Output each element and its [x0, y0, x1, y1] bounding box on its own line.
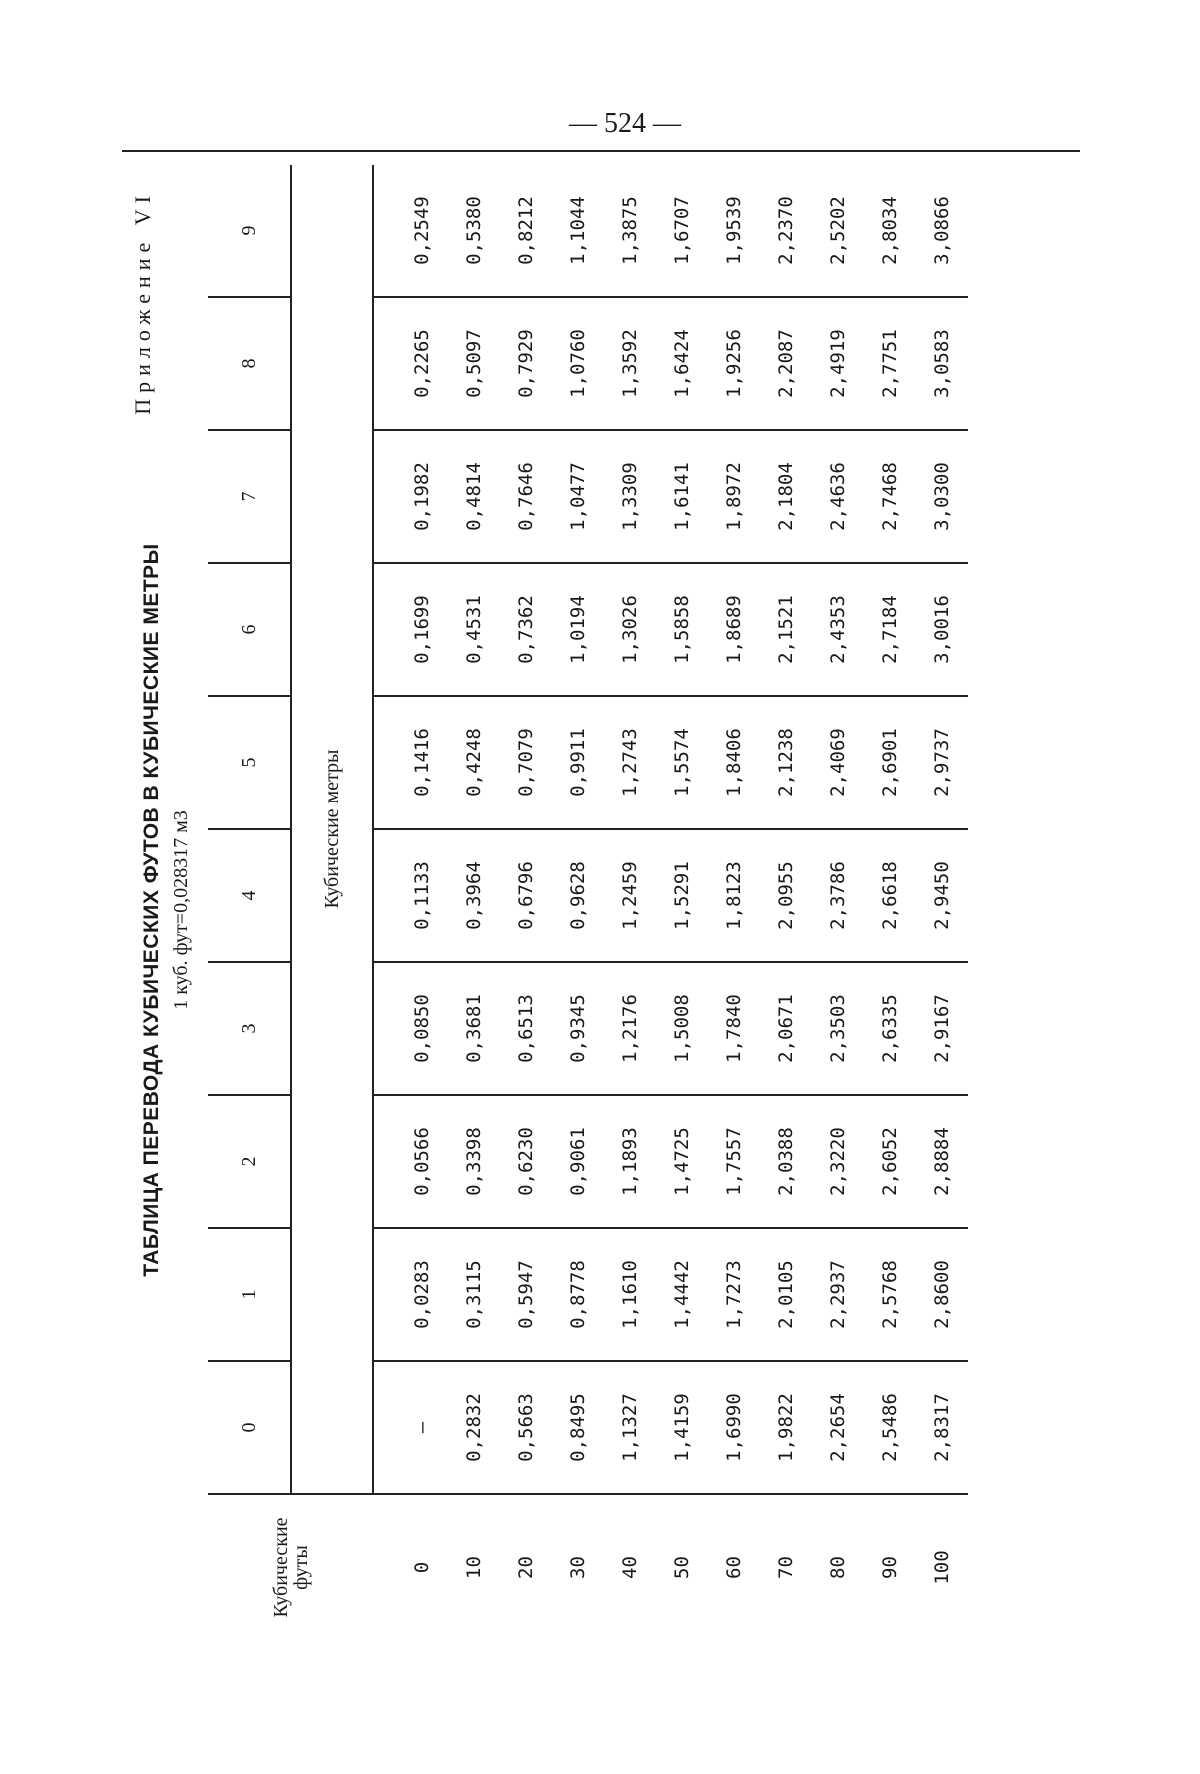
column-header: 4	[208, 829, 291, 962]
table-cell: 0,7362	[500, 563, 552, 696]
table-cell: 1,2743	[604, 696, 656, 829]
table-cell: 0,2549	[373, 165, 448, 297]
table-row	[373, 165, 448, 1640]
column-header: 5	[208, 696, 291, 829]
table-cell: 2,4636	[812, 430, 864, 563]
table-cell: 0,6796	[500, 829, 552, 962]
table-cell: 2,9167	[916, 962, 968, 1095]
table-cell: 1,6141	[656, 430, 708, 563]
column-header: 2	[208, 1095, 291, 1228]
table-cell: 1,9539	[708, 165, 760, 297]
table-cell: 2,8034	[864, 165, 916, 297]
table-cell: 1,3026	[604, 563, 656, 696]
column-header: 9	[208, 165, 291, 297]
table-cell: 0,6230	[500, 1095, 552, 1228]
table-cell: 2,6052	[864, 1095, 916, 1228]
table-cell: 0,9628	[552, 829, 604, 962]
table-cell: 2,8317	[916, 1361, 968, 1494]
table-cell: 2,9450	[916, 829, 968, 962]
table-cell: —	[373, 1361, 448, 1494]
units-label: Кубические метры	[291, 165, 373, 1494]
table-cell: 3,0583	[916, 297, 968, 430]
table-cell: 0,5947	[500, 1228, 552, 1361]
table-cell: 0,7079	[500, 696, 552, 829]
table-cell: 2,1804	[760, 430, 812, 563]
table-cell: 2,0671	[760, 962, 812, 1095]
table-cell: 2,2087	[760, 297, 812, 430]
table-row	[812, 165, 864, 1640]
appendix-label: Приложение VI	[130, 190, 155, 415]
table-cell: 1,4725	[656, 1095, 708, 1228]
table-cell: 1,5291	[656, 829, 708, 962]
table-cell: 0,8495	[552, 1361, 604, 1494]
table-cell: 2,0955	[760, 829, 812, 962]
table-cell: 0,0850	[373, 962, 448, 1095]
table-cell: 0,7646	[500, 430, 552, 563]
table-cell: 2,5768	[864, 1228, 916, 1361]
table-body	[373, 165, 968, 1640]
table-cell: 1,9256	[708, 297, 760, 430]
table-row	[864, 165, 916, 1640]
row-label: 0	[373, 1494, 448, 1640]
table-cell: 1,5008	[656, 962, 708, 1095]
table-cell: 2,8884	[916, 1095, 968, 1228]
table-cell: 0,3681	[448, 962, 500, 1095]
table-cell: 0,9911	[552, 696, 604, 829]
row-label: 50	[656, 1494, 708, 1640]
table-cell: 1,0760	[552, 297, 604, 430]
table-row	[552, 165, 604, 1640]
table-cell: 0,8212	[500, 165, 552, 297]
column-header: 0	[208, 1361, 291, 1494]
table-cell: 2,6618	[864, 829, 916, 962]
table-cell: 2,3503	[812, 962, 864, 1095]
table-subtitle: 1 куб. фут=0,028317 м3	[170, 810, 192, 1010]
table-cell: 0,3115	[448, 1228, 500, 1361]
table-cell: 2,6335	[864, 962, 916, 1095]
row-label: 70	[760, 1494, 812, 1640]
table-cell: 1,1327	[604, 1361, 656, 1494]
table-cell: 1,6424	[656, 297, 708, 430]
column-header: 7	[208, 430, 291, 563]
table-cell: 2,4353	[812, 563, 864, 696]
column-header-row	[208, 165, 291, 1640]
units-header-row	[291, 165, 373, 1640]
table-cell: 0,0566	[373, 1095, 448, 1228]
table-cell: 0,9061	[552, 1095, 604, 1228]
table-cell: 0,5663	[500, 1361, 552, 1494]
table-cell: 2,5486	[864, 1361, 916, 1494]
table-cell: 2,9737	[916, 696, 968, 829]
table-cell: 1,5574	[656, 696, 708, 829]
table-cell: 1,1610	[604, 1228, 656, 1361]
table-cell: 2,3220	[812, 1095, 864, 1228]
table-cell: 0,2265	[373, 297, 448, 430]
table-cell: 1,7557	[708, 1095, 760, 1228]
table-cell: 2,0105	[760, 1228, 812, 1361]
row-label: 10	[448, 1494, 500, 1640]
table-cell: 1,0194	[552, 563, 604, 696]
table-cell: 2,5202	[812, 165, 864, 297]
table-cell: 0,1699	[373, 563, 448, 696]
table-cell: 0,6513	[500, 962, 552, 1095]
table-cell: 2,4069	[812, 696, 864, 829]
rotated-table-block	[130, 150, 1070, 1670]
table-cell: 2,1521	[760, 563, 812, 696]
table-cell: 1,8123	[708, 829, 760, 962]
table-cell: 0,0283	[373, 1228, 448, 1361]
column-header: 1	[208, 1228, 291, 1361]
table-cell: 2,7184	[864, 563, 916, 696]
conversion-table	[208, 165, 968, 1640]
table-cell: 2,2937	[812, 1228, 864, 1361]
table-cell: 0,1982	[373, 430, 448, 563]
table-cell: 1,3592	[604, 297, 656, 430]
row-label: 60	[708, 1494, 760, 1640]
column-header: 8	[208, 297, 291, 430]
table-cell: 1,7273	[708, 1228, 760, 1361]
table-cell: 1,1893	[604, 1095, 656, 1228]
row-label: 40	[604, 1494, 656, 1640]
table-cell: 2,0388	[760, 1095, 812, 1228]
table-cell: 0,3964	[448, 829, 500, 962]
row-header-label: Кубические футы	[208, 1494, 373, 1640]
table-cell: 0,5380	[448, 165, 500, 297]
row-label: 100	[916, 1494, 968, 1640]
table-cell: 0,4814	[448, 430, 500, 563]
table-cell: 2,6901	[864, 696, 916, 829]
column-header: 6	[208, 563, 291, 696]
table-cell: 1,5858	[656, 563, 708, 696]
table-row	[916, 165, 968, 1640]
table-cell: 1,2176	[604, 962, 656, 1095]
table-cell: 0,5097	[448, 297, 500, 430]
table-row	[656, 165, 708, 1640]
table-cell: 1,1044	[552, 165, 604, 297]
table-cell: 2,7468	[864, 430, 916, 563]
table-row	[604, 165, 656, 1640]
table-cell: 0,1416	[373, 696, 448, 829]
table-cell: 2,4919	[812, 297, 864, 430]
table-cell: 1,2459	[604, 829, 656, 962]
table-cell: 0,2832	[448, 1361, 500, 1494]
table-cell: 1,3875	[604, 165, 656, 297]
table-cell: 1,7840	[708, 962, 760, 1095]
table-cell: 3,0300	[916, 430, 968, 563]
table-cell: 2,8600	[916, 1228, 968, 1361]
table-title: ТАБЛИЦА ПЕРЕВОДА КУБИЧЕСКИХ ФУТОВ В КУБИЧЕСКИЕ МЕТРЫ	[140, 543, 163, 1277]
table-cell: 0,4248	[448, 696, 500, 829]
table-cell: 2,7751	[864, 297, 916, 430]
table-cell: 3,0866	[916, 165, 968, 297]
row-label: 80	[812, 1494, 864, 1640]
table-row	[708, 165, 760, 1640]
table-cell: 1,9822	[760, 1361, 812, 1494]
table-row	[500, 165, 552, 1640]
table-cell: 1,4159	[656, 1361, 708, 1494]
table-cell: 3,0016	[916, 563, 968, 696]
table-cell: 1,6707	[656, 165, 708, 297]
table-cell: 0,3398	[448, 1095, 500, 1228]
page-number: — 524 —	[569, 108, 681, 139]
row-label: 90	[864, 1494, 916, 1640]
table-cell: 0,9345	[552, 962, 604, 1095]
table-cell: 1,8972	[708, 430, 760, 563]
table-cell: 1,0477	[552, 430, 604, 563]
table-cell: 1,3309	[604, 430, 656, 563]
table-cell: 1,4442	[656, 1228, 708, 1361]
table-cell: 0,1133	[373, 829, 448, 962]
table-cell: 1,6990	[708, 1361, 760, 1494]
table-cell: 1,8689	[708, 563, 760, 696]
table-cell: 1,8406	[708, 696, 760, 829]
row-label: 30	[552, 1494, 604, 1640]
table-cell: 2,1238	[760, 696, 812, 829]
table-cell: 0,7929	[500, 297, 552, 430]
table-row	[448, 165, 500, 1640]
table-cell: 0,4531	[448, 563, 500, 696]
table-cell: 2,2654	[812, 1361, 864, 1494]
row-label: 20	[500, 1494, 552, 1640]
table-row	[760, 165, 812, 1640]
table-cell: 2,2370	[760, 165, 812, 297]
table-cell: 2,3786	[812, 829, 864, 962]
table-cell: 0,8778	[552, 1228, 604, 1361]
column-header: 3	[208, 962, 291, 1095]
